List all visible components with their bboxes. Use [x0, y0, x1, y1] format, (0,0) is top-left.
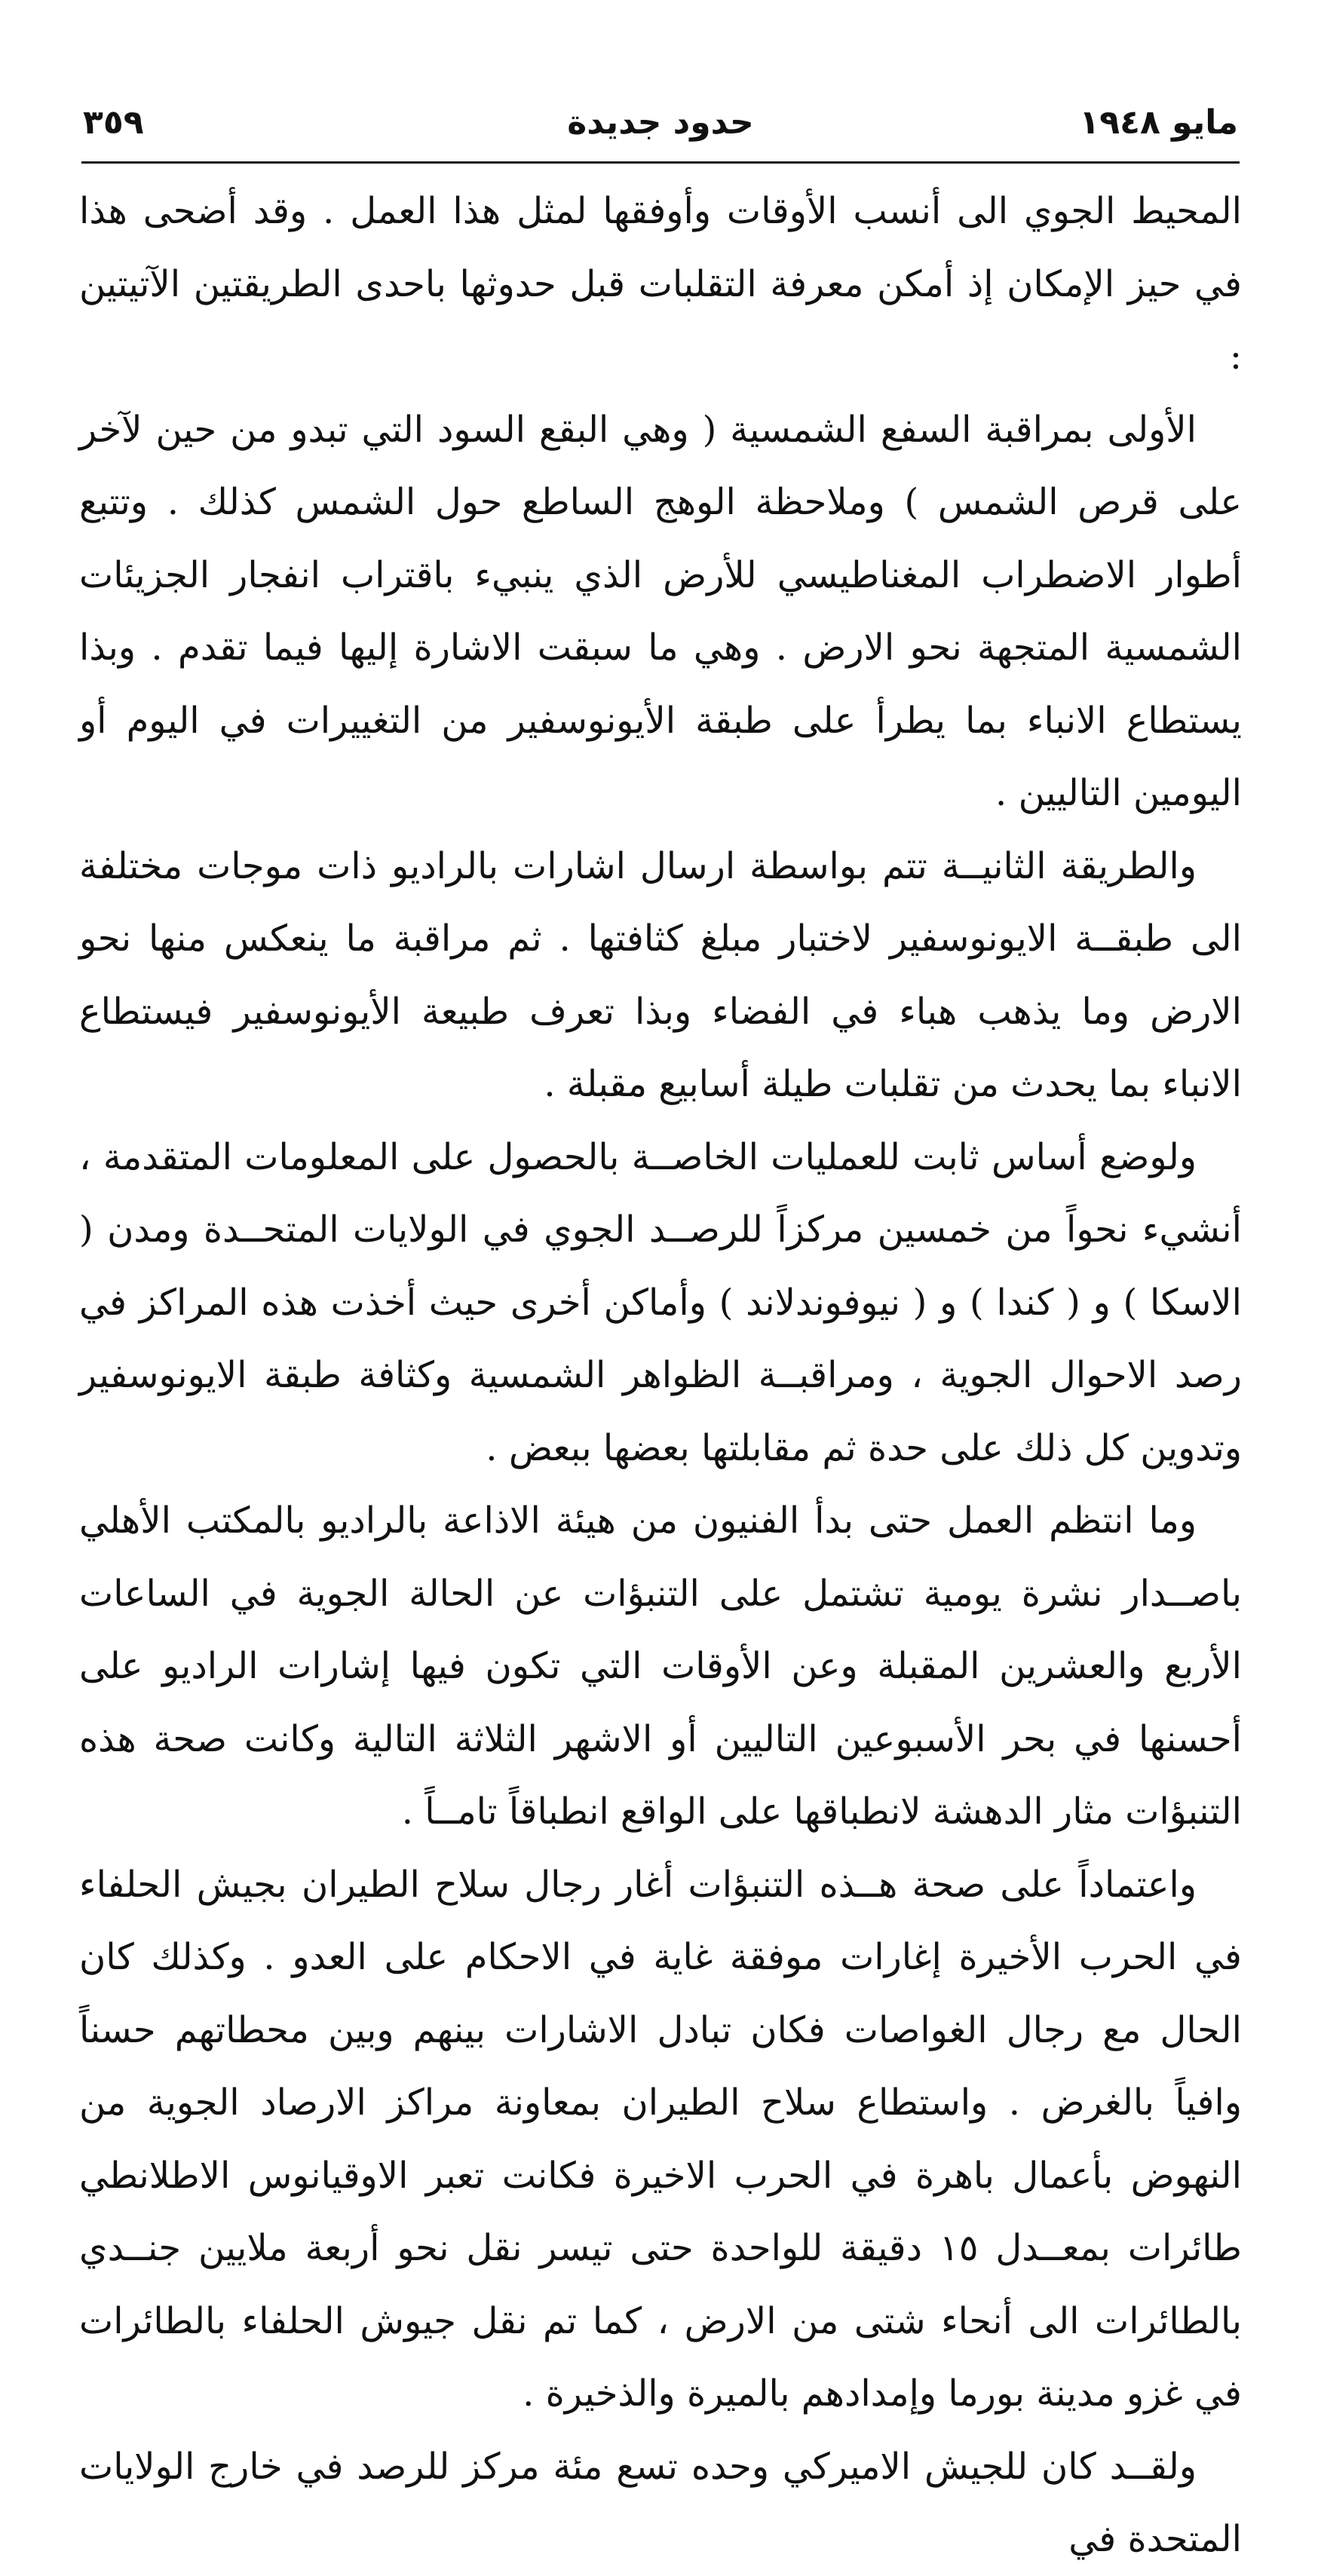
page-number: ٣٥٩	[83, 103, 144, 142]
paragraph-7: ولقــد كان للجيش الاميركي وحده تسع مئة مركز للرصد في خارج الولايات المتحدة في	[79, 2445, 1242, 2560]
header-rule	[81, 161, 1240, 164]
paragraph-2: الأولى بمراقبة السفع الشمسية ( وهي البقع السود التي تبدو من حين لآخر على قرص الشمس ) وملاحظة الوهج الساطع حول الشمس كذلك . وتتبع أطوار الاضطراب المغناطيسي للأرض الذي ينبيء باقتراب انفجار الجزيئات الشمسية المتجهة نحو الارض . وهي ما سبقت الاشارة إليها فيما تقدم . وبذا يستطاع الانباء بما يطرأ على طبقة الأيونوسفير من التغييرات في اليوم أو اليومين التاليين .	[79, 408, 1242, 814]
header-date: مايو ١٩٤٨	[1079, 103, 1238, 142]
header-title: حدود جديدة	[567, 103, 754, 142]
running-header	[83, 96, 1238, 149]
paragraph-6: واعتماداً على صحة هــذه التنبؤات أغار رجال سلاح الطيران بجيش الحلفاء في الحرب الأخيرة إغارات موفقة غاية في الاحكام على العدو . وكذلك كان الحال مع رجال الغواصات فكان تبادل الاشارات بينهم وبين محطاتهم حسناً وافياً بالغرض . واستطاع سلاح الطيران بمعاونة مراكز الارصاد الجوية من النهوض بأعمال باهرة في الحرب الاخيرة فكانت تعبر الاوقيانوس الاطلانطي طائرات بمعــدل ١٥ دقيقة للواحدة حتى تيسر نقل نحو أربعة ملايين جنــدي بالطائرات الى أنحاء شتى من الارض ، كما تم نقل جيوش الحلفاء بالطائرات في غزو مدينة بورما وإمدادهم بالميرة والذخيرة .	[79, 1863, 1243, 2415]
paragraph-1: المحيط الجوي الى أنسب الأوقات وأوفقها لمثل هذا العمل . وقد أضحى هذا في حيز الإمكان إذ أمكن معرفة التقلبات قبل حدوثها باحدى الطريقتين الآتيتين :	[79, 190, 1242, 378]
article-body	[79, 175, 1243, 2560]
paragraph-5: وما انتظم العمل حتى بدأ الفنيون من هيئة الاذاعة بالراديو بالمكتب الأهلي باصــدار نشرة يومية تشتمل على التنبؤات عن الحالة الجوية في الساعات الأربع والعشرين المقبلة وعن الأوقات التي تكون فيها إشارات الراديو على أحسنها في بحر الأسبوعين التاليين أو الاشهر الثلاثة التالية وكانت صحة هذه التنبؤات مثار الدهشة لانطباقها على الواقع انطباقاً تامــاً .	[79, 1499, 1242, 1833]
paragraph-4: ولوضع أساس ثابت للعمليات الخاصــة بالحصول على المعلومات المتقدمة ، أنشيء نحواً من خمسين مركزاً للرصــد الجوي في الولايات المتحــدة ومدن ( الاسكا ) و ( كندا ) و ( نيوفوندلاند ) وأماكن أخرى حيث أخذت هذه المراكز في رصد الاحوال الجوية ، ومراقبــة الظواهر الشمسية وكثافة طبقة الايونوسفير وتدوين كل ذلك على حدة ثم مقابلتها بعضها ببعض .	[79, 1135, 1242, 1469]
paragraph-3: والطريقة الثانيــة تتم بواسطة ارسال اشارات بالراديو ذات موجات مختلفة الى طبقــة الايونوسفير لاختبار مبلغ كثافتها . ثم مراقبة ما ينعكس منها نحو الارض وما يذهب هباء في الفضاء وبذا تعرف طبيعة الأيونوسفير فيستطاع الانباء بما يحدث من تقلبات طيلة أسابيع مقبلة .	[79, 844, 1243, 1105]
